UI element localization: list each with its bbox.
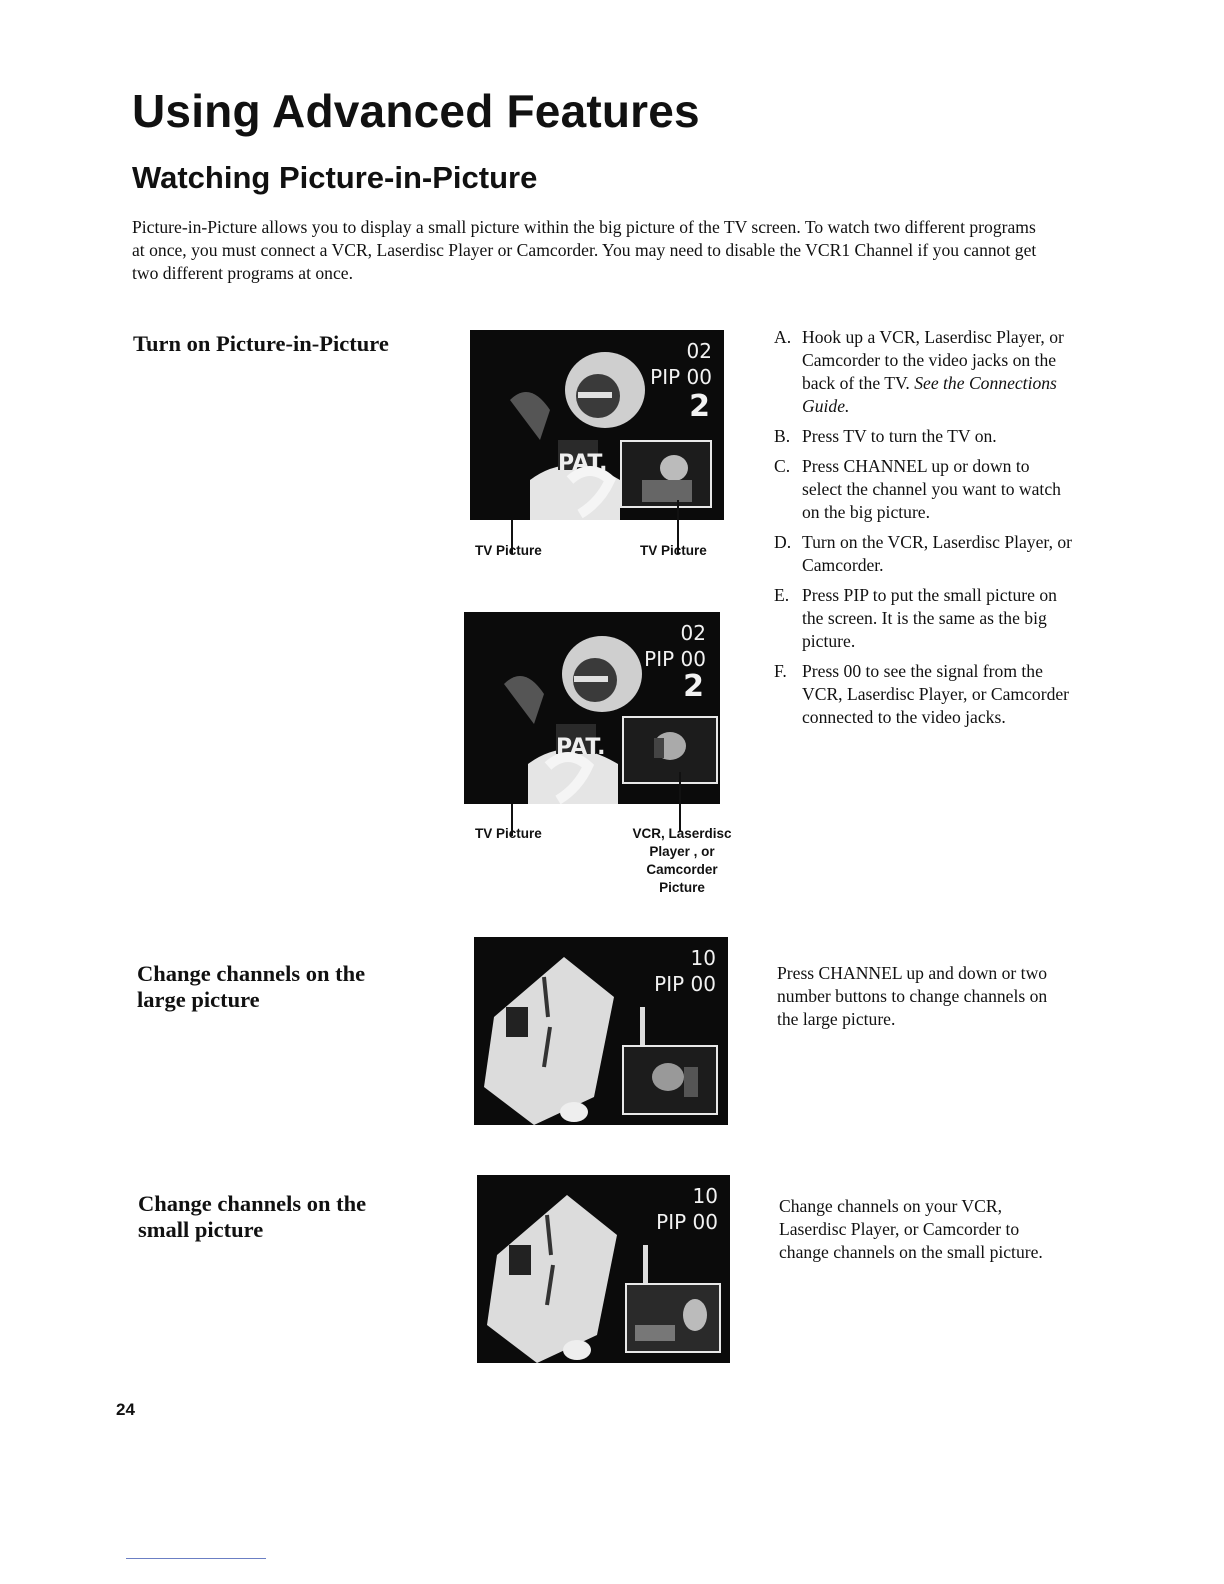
turn-on-pip-heading: Turn on Picture-in-Picture xyxy=(133,331,389,356)
page-number: 24 xyxy=(116,1400,135,1419)
change-large-heading: Change channels on the large picture xyxy=(137,961,366,1012)
intro-paragraph: Picture-in-Picture allows you to display a small picture within the big picture of the TV screen. To watch two different programs at once, you must connect a VCR, Laserdisc Player or Camcorder. You may need to disable the VCR1 Channel if you cannot get two different programs at once. xyxy=(132,217,1037,283)
pip-window xyxy=(622,1045,718,1115)
step-item: D. Turn on the VCR, Laserdisc Player, or Camcorder. xyxy=(774,532,1073,575)
tv-screen-football-1 xyxy=(470,330,724,520)
change-small-heading: Change channels on the small picture xyxy=(138,1191,367,1242)
pip-indicator: PIP 00 xyxy=(656,1210,718,1234)
callout-vcr-picture: VCR, Laserdisc Player , or Camcorder Picture xyxy=(632,826,732,895)
step-item: C. Press CHANNEL up or down to select the channel you want to watch on the big picture. xyxy=(774,456,1061,522)
page-title: Using Advanced Features xyxy=(132,85,700,137)
channel-number: 10 xyxy=(692,1184,718,1208)
pip-window xyxy=(622,716,718,784)
step-item: E. Press PIP to put the small picture on the screen. It is the same as the big picture. xyxy=(774,585,1057,651)
step-item: A. Hook up a VCR, Laserdisc Player, or Camcorder to the video jacks on the back of the TV. See the Connections Guide. xyxy=(774,327,1064,416)
change-small-text: Change channels on your VCR, Laserdisc Player, or Camcorder to change channels on the small picture. xyxy=(779,1196,1043,1262)
tv-screen-game-small xyxy=(477,1175,730,1363)
step-item: B. Press TV to turn the TV on. xyxy=(774,426,997,446)
jersey-number: 2 xyxy=(689,389,710,424)
callout-tv-picture: TV Picture xyxy=(475,826,542,841)
channel-number: 02 xyxy=(680,621,706,645)
pip-window xyxy=(620,440,712,508)
pip-window xyxy=(625,1283,721,1353)
callout-line xyxy=(679,772,681,832)
jersey-number: 2 xyxy=(683,669,704,704)
pip-indicator: PIP 00 xyxy=(644,647,706,671)
step-item: F. Press 00 to see the signal from the VCR, Laserdisc Player, or Camcorder connected to the video jacks. xyxy=(774,661,1070,727)
svg-text:PAT.: PAT. xyxy=(556,735,606,760)
change-large-text: Press CHANNEL up and down or two number buttons to change channels on the large picture. xyxy=(777,963,1048,1029)
channel-number: 02 xyxy=(686,339,712,363)
section-title: Watching Picture-in-Picture xyxy=(132,160,538,195)
callout-tv-picture: TV Picture xyxy=(640,543,707,558)
pip-indicator: PIP 00 xyxy=(650,365,712,389)
callout-tv-picture: TV Picture xyxy=(475,543,542,558)
pip-indicator: PIP 00 xyxy=(654,972,716,996)
tv-screen-game-large xyxy=(474,937,728,1125)
pip-steps-list xyxy=(774,326,1074,736)
tv-screen-football-2 xyxy=(464,612,720,804)
footer-rule xyxy=(126,1558,266,1559)
channel-number: 10 xyxy=(690,946,716,970)
svg-text:PAT.: PAT. xyxy=(558,451,608,476)
